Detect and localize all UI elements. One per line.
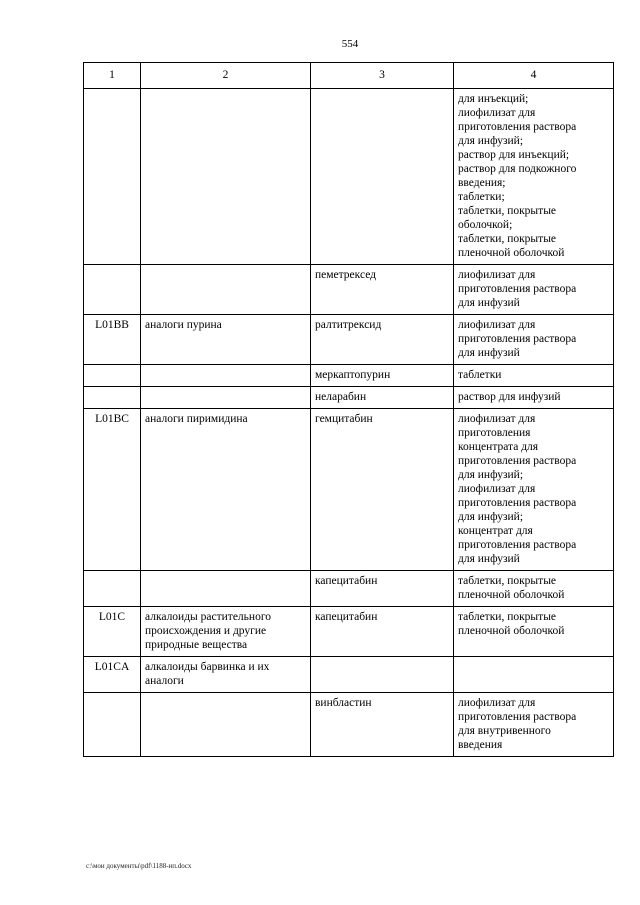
dosage-form-line: приготовления раствора bbox=[458, 455, 577, 467]
dosage-forms-cell bbox=[454, 409, 614, 571]
dosage-form-line: раствор для инфузий bbox=[458, 391, 561, 403]
atc-code-cell: L01BB bbox=[84, 315, 141, 365]
dosage-form-line: приготовления раствора bbox=[458, 121, 577, 133]
dosage-form-line: приготовления bbox=[458, 427, 531, 439]
table-row bbox=[84, 387, 614, 409]
group-cell bbox=[141, 89, 311, 265]
column-header: 2 bbox=[141, 63, 311, 89]
dosage-forms-cell bbox=[454, 571, 614, 607]
table-row bbox=[84, 315, 614, 365]
dosage-form-line: для инфузий bbox=[458, 297, 520, 309]
table-row bbox=[84, 365, 614, 387]
table-body bbox=[84, 89, 614, 757]
dosage-form-line: таблетки; bbox=[458, 191, 505, 203]
dosage-forms-cell bbox=[454, 265, 614, 315]
drug-name-cell: винбластин bbox=[311, 693, 454, 757]
dosage-form-line: приготовления раствора bbox=[458, 333, 577, 345]
dosage-form-line: приготовления раствора bbox=[458, 497, 577, 509]
atc-code-cell bbox=[84, 89, 141, 265]
group-line: природные вещества bbox=[145, 639, 248, 651]
drug-name-cell: капецитабин bbox=[311, 607, 454, 657]
dosage-form-line: таблетки, покрытые bbox=[458, 205, 557, 217]
drug-name-cell: капецитабин bbox=[311, 571, 454, 607]
dosage-form-line: концентрата для bbox=[458, 441, 539, 453]
group-cell bbox=[141, 265, 311, 315]
dosage-form-line: таблетки, покрытые bbox=[458, 233, 557, 245]
dosage-forms-cell bbox=[454, 387, 614, 409]
drug-name-cell: ралтитрексид bbox=[311, 315, 454, 365]
dosage-form-line: пленочной оболочкой bbox=[458, 589, 565, 601]
dosage-form-line: для инфузий; bbox=[458, 135, 524, 147]
atc-code-cell bbox=[84, 693, 141, 757]
dosage-form-line: для инфузий; bbox=[458, 511, 524, 523]
atc-code-cell bbox=[84, 387, 141, 409]
dosage-form-line: таблетки, покрытые bbox=[458, 611, 557, 623]
group-cell bbox=[141, 607, 311, 657]
dosage-form-line: введения bbox=[458, 739, 503, 751]
dosage-form-line: пленочной оболочкой bbox=[458, 625, 565, 637]
table-row bbox=[84, 89, 614, 265]
table-header-row bbox=[84, 63, 614, 89]
dosage-form-line: для инфузий bbox=[458, 553, 520, 565]
drug-name-cell: гемцитабин bbox=[311, 409, 454, 571]
column-header: 3 bbox=[311, 63, 454, 89]
file-path-footer: c:\мои документы\pdf\1188-ип.docx bbox=[86, 862, 192, 870]
group-line: происхождения и другие bbox=[145, 625, 267, 637]
group-line: алкалоиды барвинка и их bbox=[145, 661, 270, 673]
table-row bbox=[84, 693, 614, 757]
atc-code-cell: L01CA bbox=[84, 657, 141, 693]
dosage-form-line: раствор для подкожного bbox=[458, 163, 577, 175]
drug-name-cell: пеметрексед bbox=[311, 265, 454, 315]
drug-name-cell: неларабин bbox=[311, 387, 454, 409]
column-header: 4 bbox=[454, 63, 614, 89]
dosage-form-line: лиофилизат для bbox=[458, 319, 536, 331]
page-number: 554 bbox=[341, 38, 359, 50]
drug-name-cell bbox=[311, 657, 454, 693]
dosage-form-line: лиофилизат для bbox=[458, 269, 536, 281]
group-cell bbox=[141, 409, 311, 571]
group-cell bbox=[141, 387, 311, 409]
atc-code-cell bbox=[84, 265, 141, 315]
dosage-form-line: для инъекций; bbox=[458, 93, 529, 105]
group-line: алкалоиды растительного bbox=[145, 611, 271, 623]
dosage-form-line: пленочной оболочкой bbox=[458, 247, 565, 259]
dosage-forms-cell bbox=[454, 315, 614, 365]
drug-name-cell: меркаптопурин bbox=[311, 365, 454, 387]
dosage-form-line: оболочкой; bbox=[458, 219, 513, 231]
column-header: 1 bbox=[84, 63, 141, 89]
group-cell bbox=[141, 571, 311, 607]
dosage-forms-cell bbox=[454, 607, 614, 657]
atc-code-cell bbox=[84, 365, 141, 387]
drug-table bbox=[83, 62, 614, 757]
dosage-form-line: приготовления раствора bbox=[458, 283, 577, 295]
table-row bbox=[84, 571, 614, 607]
group-cell bbox=[141, 315, 311, 365]
group-cell bbox=[141, 365, 311, 387]
group-cell bbox=[141, 693, 311, 757]
drug-name-cell bbox=[311, 89, 454, 265]
table-row bbox=[84, 607, 614, 657]
atc-code-cell bbox=[84, 571, 141, 607]
dosage-form-line: для инфузий bbox=[458, 347, 520, 359]
dosage-forms-cell bbox=[454, 693, 614, 757]
dosage-form-line: приготовления раствора bbox=[458, 539, 577, 551]
atc-code-cell: L01C bbox=[84, 607, 141, 657]
atc-code-cell: L01BC bbox=[84, 409, 141, 571]
dosage-forms-cell bbox=[454, 89, 614, 265]
dosage-form-line: лиофилизат для bbox=[458, 697, 536, 709]
group-line: аналоги пурина bbox=[145, 319, 222, 331]
dosage-form-line: лиофилизат для bbox=[458, 413, 536, 425]
group-line: аналоги пиримидина bbox=[145, 413, 248, 425]
dosage-form-line: раствор для инъекций; bbox=[458, 149, 570, 161]
dosage-form-line: концентрат для bbox=[458, 525, 533, 537]
dosage-forms-cell bbox=[454, 365, 614, 387]
dosage-form-line: лиофилизат для bbox=[458, 483, 536, 495]
dosage-form-line: приготовления раствора bbox=[458, 711, 577, 723]
table-row bbox=[84, 657, 614, 693]
dosage-form-line: лиофилизат для bbox=[458, 107, 536, 119]
table-row bbox=[84, 409, 614, 571]
group-cell bbox=[141, 657, 311, 693]
dosage-form-line: для инфузий; bbox=[458, 469, 524, 481]
group-line: аналоги bbox=[145, 675, 184, 687]
dosage-form-line: таблетки bbox=[458, 369, 502, 381]
table-row bbox=[84, 265, 614, 315]
dosage-form-line: введения; bbox=[458, 177, 506, 189]
dosage-forms-cell bbox=[454, 657, 614, 693]
dosage-form-line: для внутривенного bbox=[458, 725, 551, 737]
dosage-form-line: таблетки, покрытые bbox=[458, 575, 557, 587]
